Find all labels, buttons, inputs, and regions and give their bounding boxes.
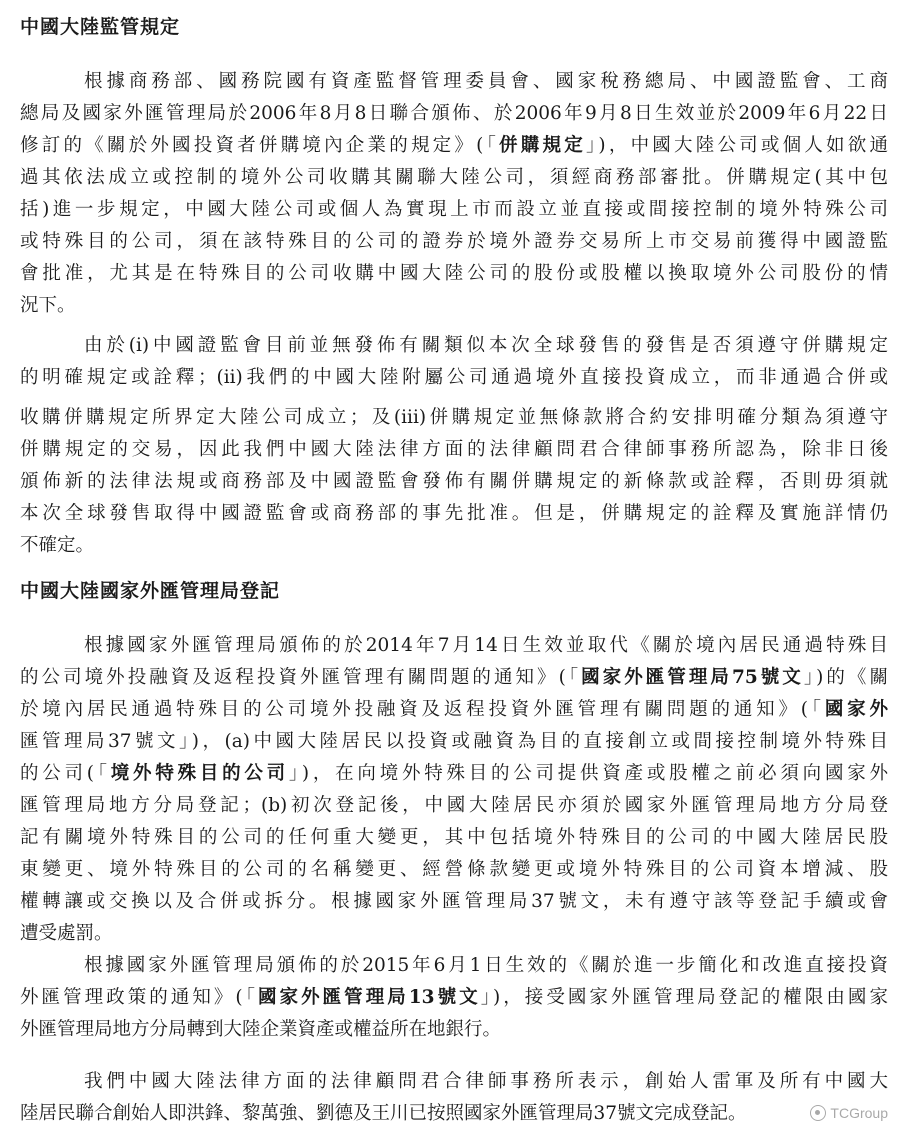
text-line: 會批准，尤其是在特殊目的公司收購中國大陸公司的股份或股權以換取境外公司股份的情	[20, 263, 888, 284]
paragraph	[20, 402, 888, 562]
text-line: 外匯管理政策的通知》(「國家外匯管理局13號文」)，接受國家外匯管理局登記的權限由國家	[20, 987, 888, 1008]
text-line: 過其依法成立或控制的境外公司收購其關聯大陸公司，須經商務部審批。併購規定(其中包	[20, 167, 888, 188]
paragraph	[20, 330, 888, 394]
text-line: 匯管理局37號文」)，(a)中國大陸居民以投資或融資為目的直接創立或間接控制境外特殊目	[20, 731, 888, 752]
text-line: 權轉讓或交換以及合併或拆分。根據國家外匯管理局37號文，未有遵守該等登記手續或會	[20, 891, 888, 912]
text-line: 本次全球發售取得中國證監會或商務部的事先批准。但是，併購規定的詮釋及實施詳情仍	[20, 503, 888, 524]
text-line: 根據商務部、國務院國有資產監督管理委員會、國家稅務總局、中國證監會、工商	[84, 71, 888, 92]
text-line: 由於(i)中國證監會目前並無發佈有關類似本次全球發售的發售是否須遵守併購規定	[84, 335, 888, 356]
watermark	[810, 1105, 888, 1121]
text-line: 記有關境外特殊目的公司的任何重大變更，其中包括境外特殊目的公司的中國大陸居民股	[20, 827, 888, 848]
text-line: 根據國家外匯管理局頒佈的於2014年7月14日生效並取代《關於境內居民通過特殊目	[84, 635, 888, 656]
watermark-text: TCGroup	[830, 1105, 888, 1121]
paragraph	[20, 1066, 888, 1130]
text-line: 併購規定的交易，因此我們中國大陸法律方面的法律顧問君合律師事務所認為，除非日後	[20, 439, 888, 460]
section-heading: 中國大陸監管規定	[20, 16, 181, 38]
paragraph	[20, 630, 888, 950]
text-line: 於境內居民通過特殊目的公司境外投融資及返程投資外匯管理有關問題的通知》(「國家外	[20, 699, 888, 720]
text-line: 的公司境外投融資及返程投資外匯管理有關問題的通知》(「國家外匯管理局75號文」)的《關	[20, 667, 888, 688]
text-line: 修訂的《關於外國投資者併購境內企業的規定》(「併購規定」)，中國大陸公司或個人如欲通	[20, 135, 888, 156]
text-line: 匯管理局地方分局登記；(b)初次登記後，中國大陸居民亦須於國家外匯管理局地方分局登	[20, 795, 888, 816]
text-line: 頒佈新的法律法規或商務部及中國證監會發佈有關併購規定的新條款或詮釋，否則毋須就	[20, 471, 888, 492]
paragraph	[20, 66, 888, 322]
text-line: 根據國家外匯管理局頒佈的於2015年6月1日生效的《關於進一步簡化和改進直接投資	[84, 955, 888, 976]
text-line: 我們中國大陸法律方面的法律顧問君合律師事務所表示，創始人雷軍及所有中國大	[84, 1071, 888, 1092]
section-heading: 中國大陸國家外匯管理局登記	[20, 580, 281, 602]
text-line: 東變更、境外特殊目的公司的名稱變更、經營條款變更或境外特殊目的公司資本增減、股	[20, 859, 888, 880]
wechat-icon	[810, 1105, 826, 1121]
paragraph	[20, 950, 888, 1046]
text-line: 總局及國家外匯管理局於2006年8月8日聯合頒佈、於2006年9月8日生效並於2009年6月22日	[20, 103, 888, 124]
text-line: 收購併購規定所界定大陸公司成立；及(iii)併購規定並無條款將合約安排明確分類為須遵守	[20, 407, 888, 428]
text-line: 括)進一步規定，中國大陸公司或個人為實現上市而設立並直接或間接控制的境外特殊公司	[20, 199, 888, 220]
text-line: 外匯管理局地方分局轉到大陸企業資產或權益所在地銀行。	[20, 1019, 502, 1040]
text-line: 遭受處罰。	[20, 923, 113, 944]
text-line: 況下。	[20, 295, 76, 316]
text-line: 陸居民聯合創始人即洪鋒、黎萬強、劉德及王川已按照國家外匯管理局37號文完成登記。	[20, 1103, 747, 1124]
text-line: 或特殊目的公司，須在該特殊目的公司的證券於境外證券交易所上市交易前獲得中國證監	[20, 231, 888, 252]
text-line: 的明確規定或詮釋；(ii)我們的中國大陸附屬公司通過境外直接投資成立，而非通過合併或	[20, 367, 888, 388]
text-line: 不確定。	[20, 535, 95, 556]
text-line: 的公司(「境外特殊目的公司」)，在向境外特殊目的公司提供資產或股權之前必須向國家外	[20, 763, 888, 784]
